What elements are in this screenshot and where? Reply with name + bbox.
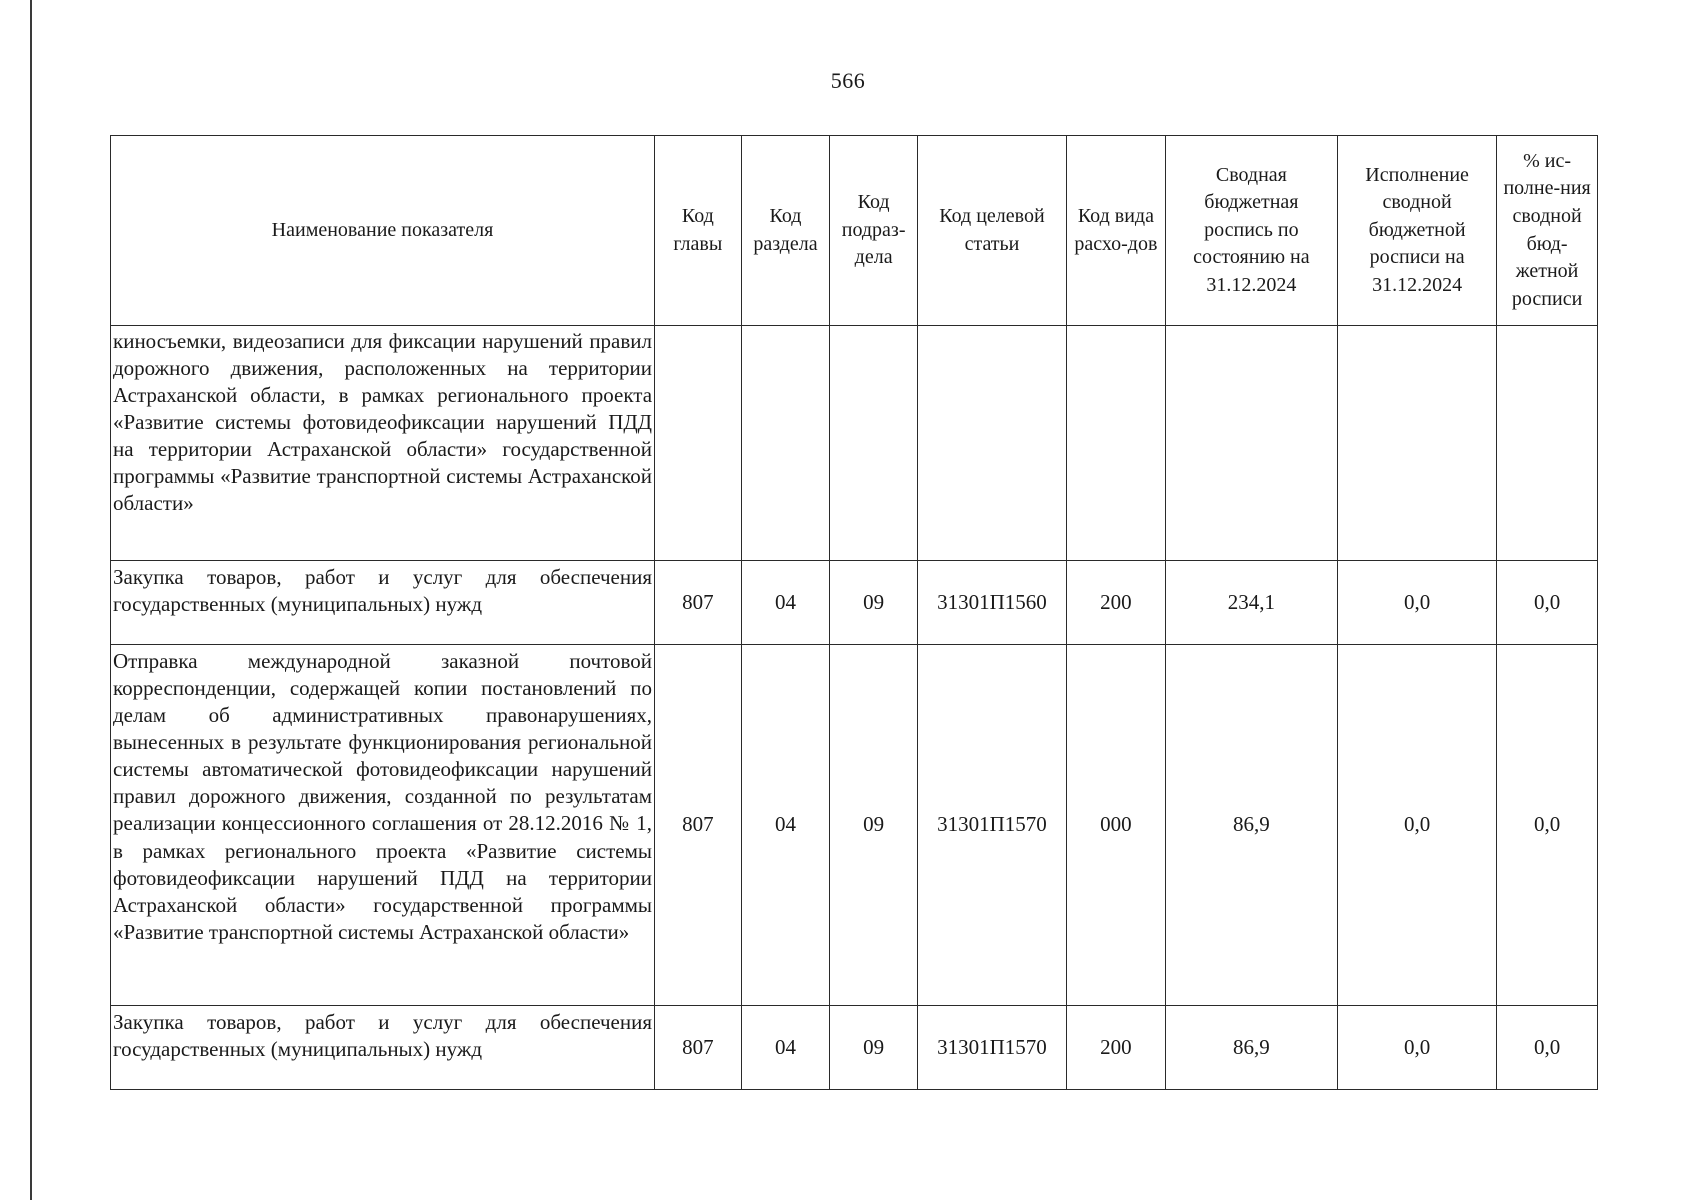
cell-section: 04 bbox=[741, 645, 830, 1006]
cell-section bbox=[741, 326, 830, 561]
binding-edge-line bbox=[30, 0, 32, 1200]
table-row bbox=[111, 645, 1598, 1006]
cell-section: 04 bbox=[741, 1006, 830, 1090]
cell-percent: 0,0 bbox=[1497, 645, 1598, 1006]
cell-expense-type: 200 bbox=[1067, 1006, 1166, 1090]
cell-target: 31301П1570 bbox=[917, 645, 1066, 1006]
cell-percent bbox=[1497, 326, 1598, 561]
budget-execution-table bbox=[110, 135, 1598, 1090]
cell-target: 31301П1560 bbox=[917, 561, 1066, 645]
header-subsection-code: Код подраз-дела bbox=[830, 136, 918, 326]
header-row bbox=[111, 136, 1598, 326]
header-execution: Исполнение сводной бюджетной росписи на 31.12.2024 bbox=[1338, 136, 1497, 326]
table-header bbox=[111, 136, 1598, 326]
cell-expense-type: 200 bbox=[1067, 561, 1166, 645]
cell-chapter bbox=[655, 326, 742, 561]
table-row bbox=[111, 561, 1598, 645]
cell-subsection: 09 bbox=[830, 561, 918, 645]
cell-chapter: 807 bbox=[655, 645, 742, 1006]
cell-budget: 234,1 bbox=[1165, 561, 1337, 645]
cell-chapter: 807 bbox=[655, 561, 742, 645]
cell-name: Отправка международной заказной почтовой корреспонденции, содержащей копии постановлений по делам об административных правонарушениях, вынесенных в результате функционирования региональной системы автоматической фотовидеофиксации нарушений правил дорожного движения, созданной по результатам реализации концессионного соглашения от 28.12.2016 № 1, в рамках регионального проекта «Развитие системы фотовидеофиксации нарушений ПДД на территории Астраханской области» государственной программы «Развитие транспортной системы Астраханской области» bbox=[111, 645, 655, 1006]
cell-target: 31301П1570 bbox=[917, 1006, 1066, 1090]
header-budget-list: Сводная бюджетная роспись по состоянию на 31.12.2024 bbox=[1165, 136, 1337, 326]
cell-subsection: 09 bbox=[830, 645, 918, 1006]
cell-subsection: 09 bbox=[830, 1006, 918, 1090]
header-target-code: Код целевой статьи bbox=[917, 136, 1066, 326]
cell-budget: 86,9 bbox=[1165, 645, 1337, 1006]
cell-percent: 0,0 bbox=[1497, 1006, 1598, 1090]
cell-name: киносъемки, видеозаписи для фиксации нарушений правил дорожного движения, расположенных на территории Астраханской области, в рамках регионального проекта «Развитие системы фотовидеофиксации нарушений ПДД на территории Астраханской области» государственной программы «Развитие транспортной системы Астраханской области» bbox=[111, 326, 655, 561]
table-body bbox=[111, 326, 1598, 1090]
table-row bbox=[111, 326, 1598, 561]
cell-chapter: 807 bbox=[655, 1006, 742, 1090]
cell-expense-type: 000 bbox=[1067, 645, 1166, 1006]
cell-budget: 86,9 bbox=[1165, 1006, 1337, 1090]
cell-name: Закупка товаров, работ и услуг для обеспечения государственных (муниципальных) нужд bbox=[111, 1006, 655, 1090]
cell-execution bbox=[1338, 326, 1497, 561]
cell-budget bbox=[1165, 326, 1337, 561]
table-row bbox=[111, 1006, 1598, 1090]
cell-execution: 0,0 bbox=[1338, 561, 1497, 645]
cell-subsection bbox=[830, 326, 918, 561]
cell-execution: 0,0 bbox=[1338, 645, 1497, 1006]
cell-section: 04 bbox=[741, 561, 830, 645]
header-chapter-code: Код главы bbox=[655, 136, 742, 326]
cell-execution: 0,0 bbox=[1338, 1006, 1497, 1090]
cell-target bbox=[917, 326, 1066, 561]
header-section-code: Код раздела bbox=[741, 136, 830, 326]
header-expense-type-code: Код вида расхо-дов bbox=[1067, 136, 1166, 326]
header-name: Наименование показателя bbox=[111, 136, 655, 326]
page-number: 566 bbox=[830, 68, 866, 93]
header-percent: % ис-полне-ния сводной бюд-жетной росписи bbox=[1497, 136, 1598, 326]
cell-name: Закупка товаров, работ и услуг для обеспечения государственных (муниципальных) нужд bbox=[111, 561, 655, 645]
cell-percent: 0,0 bbox=[1497, 561, 1598, 645]
cell-expense-type bbox=[1067, 326, 1166, 561]
